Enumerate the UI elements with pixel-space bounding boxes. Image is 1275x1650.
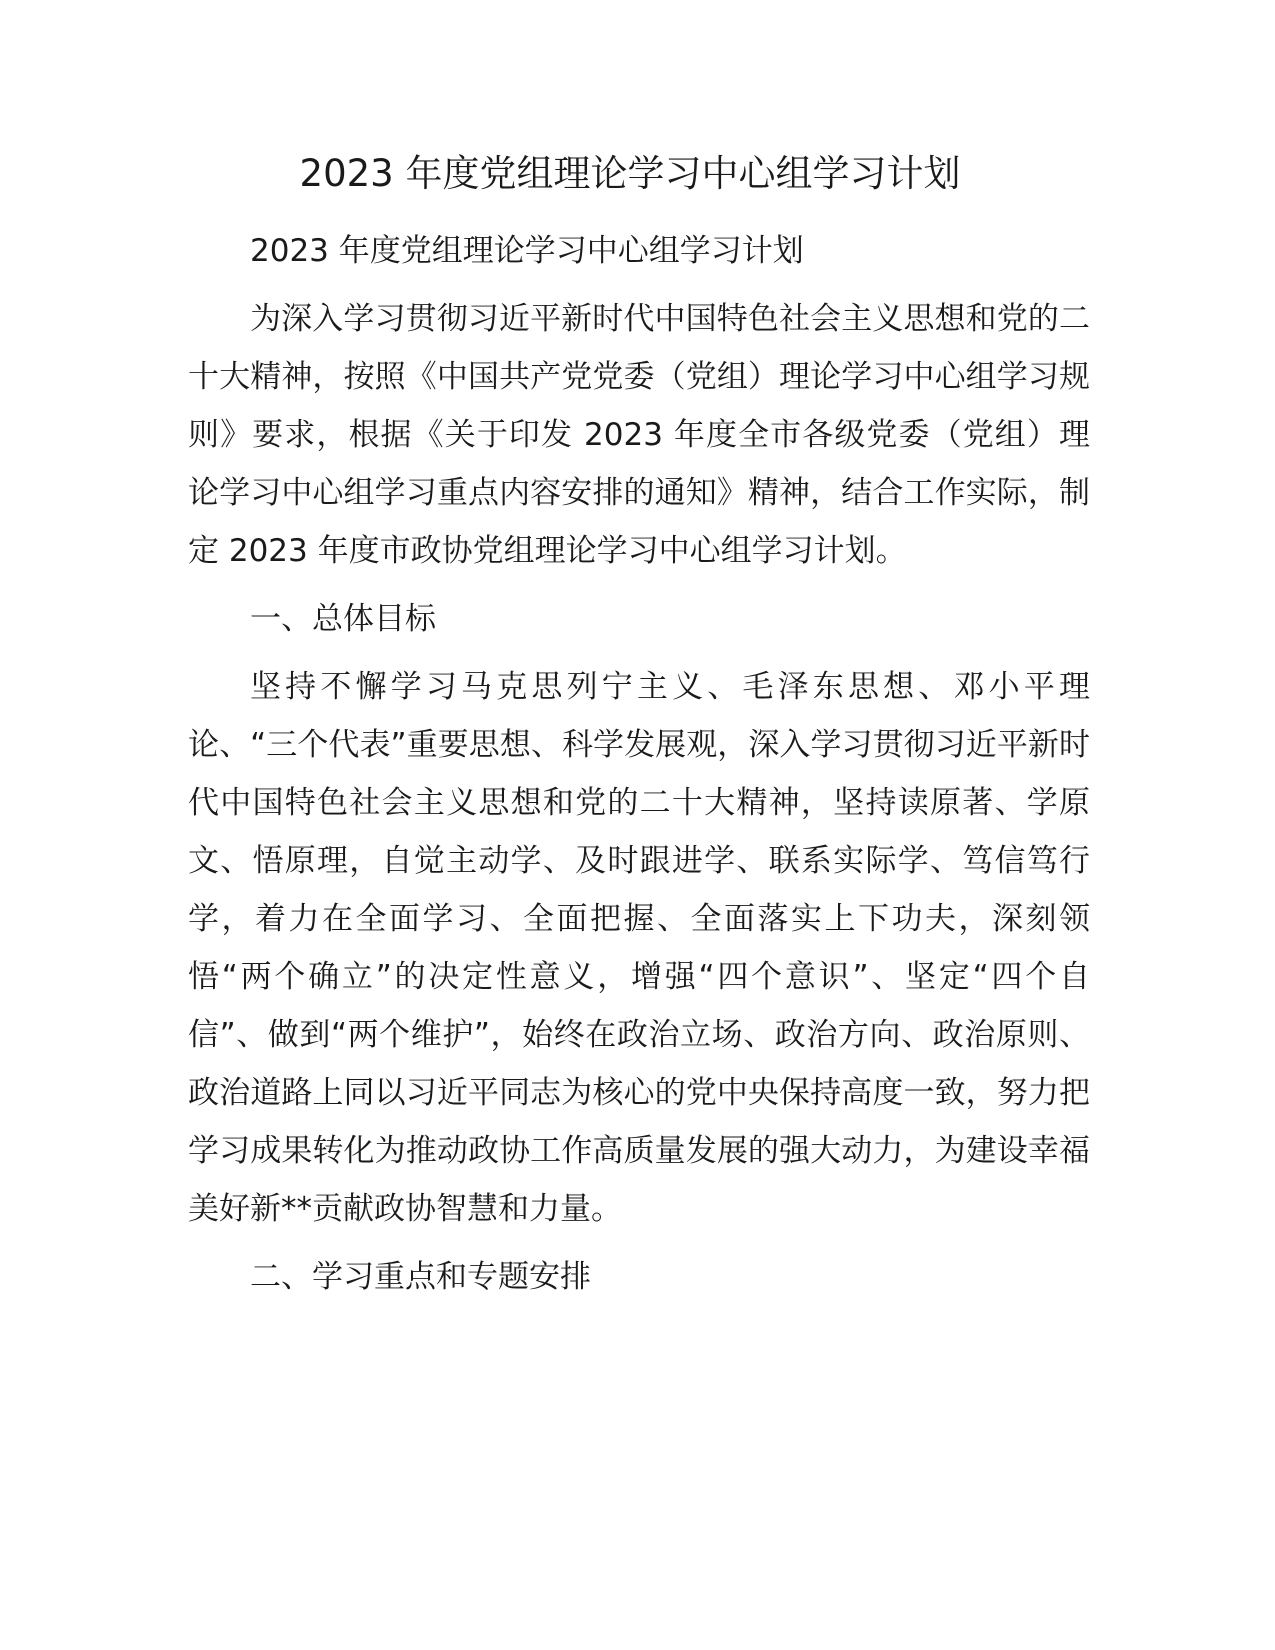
- overall-goal-paragraph: 坚持不懈学习马克思列宁主义、毛泽东思想、邓小平理论、“三个代表”重要思想、科学发展观，深入学习贯彻习近平新时代中国特色社会主义思想和党的二十大精神，坚持读原著、学原文、悟原理，自觉主动学、及时跟进学、联系实际学、笃信笃行学，着力在全面学习、全面把握、全面落实上下功夫，深刻领悟“两个确立”的决定性意义，增强“四个意识”、坚定“四个自信”、做到“两个维护”，始终在政治立场、政治方向、政治原则、政治道路上同以习近平同志为核心的党中央保持高度一致，努力把学习成果转化为推动政协工作高质量发展的强大动力，为建设幸福美好新**贡献政协智慧和力量。: [188, 669, 1090, 1227]
- intro-paragraph: 为深入学习贯彻习近平新时代中国特色社会主义思想和党的二十大精神，按照《中国共产党党委（党组）理论学习中心组学习规则》要求，根据《关于印发 2023 年度全市各级党委（党组）理论学习中心组学习重点内容安排的通知》精神，结合工作实际，制定 2023 年度市政协党组理论学习中心组学习计划。: [188, 301, 1090, 569]
- subtitle-paragraph: 2023 年度党组理论学习中心组学习计划: [250, 233, 804, 269]
- section-heading-study-focus: 二、学习重点和专题安排: [250, 1259, 591, 1295]
- document-body: [188, 222, 1090, 1316]
- section-heading-overall-goal: 一、总体目标: [250, 601, 436, 637]
- document-title: 2023 年度党组理论学习中心组学习计划: [299, 152, 961, 195]
